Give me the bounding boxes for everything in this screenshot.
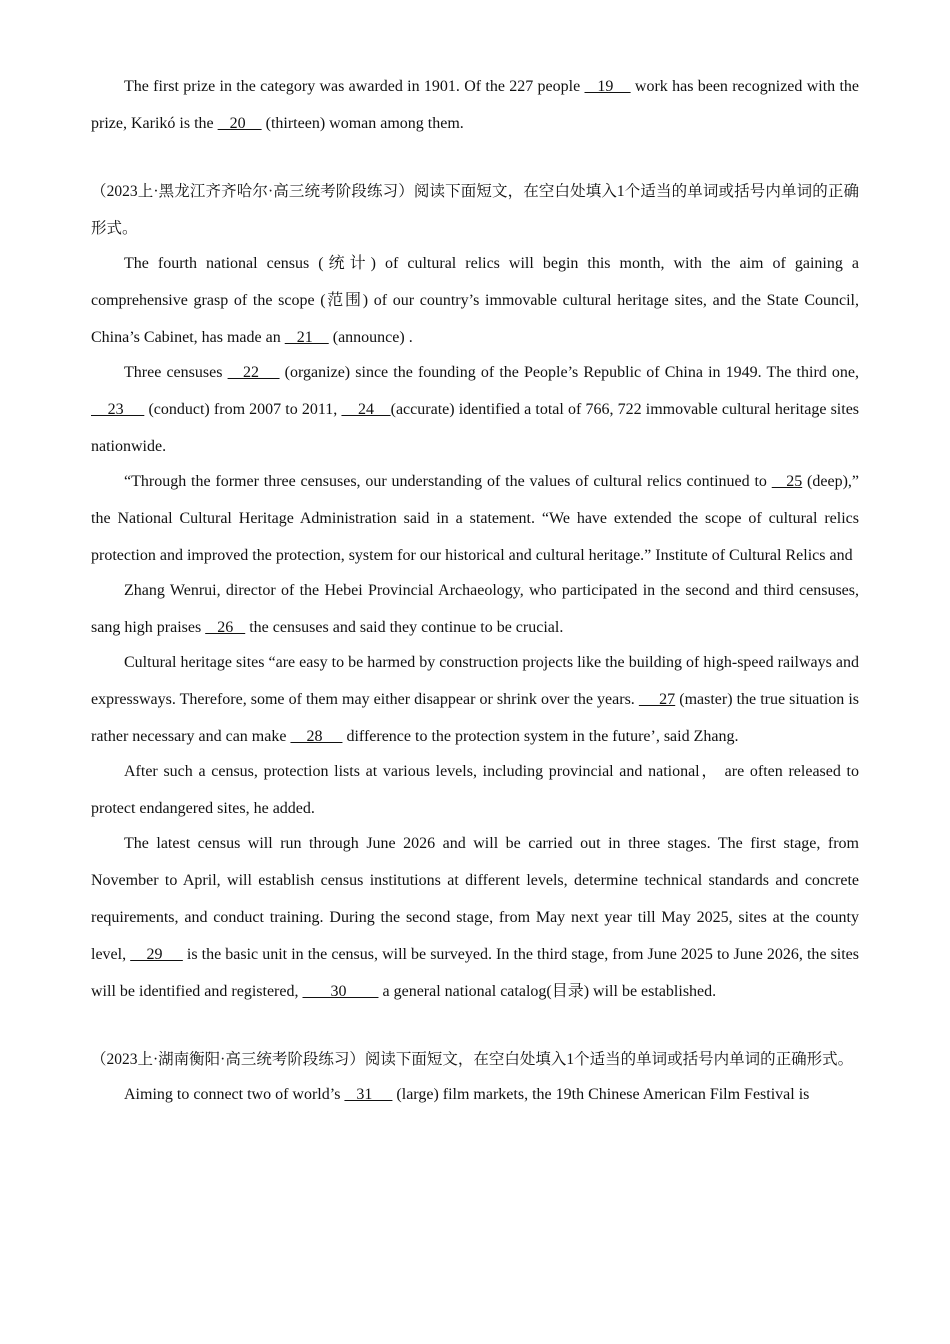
paragraph-text: the censuses and said they continue to be crucial.	[245, 619, 564, 636]
paragraph-text: (master) the true situation is rather necessary and can make	[91, 691, 860, 745]
document-page	[91, 68, 859, 1111]
paragraph-text: The latest census will run through June 2026 and will be carried out in three stages. The first stage, from November to April, will establish census institutions at different levels, determine technical standards and concrete requirements, and conduct training. During the second stage, from May next year till May 2025, sites at the county level,	[91, 835, 859, 963]
paragraph-text: The fourth national census (统计) of cultural relics will begin this month, with the aim of gaining a comprehensive grasp of the scope (范围) of our country’s immovable cultural heritage sites, and the State Council, China’s Cabinet, has made an	[91, 255, 859, 346]
paragraph-text: （2023上·湖南衡阳·高三统考阶段练习）阅读下面短文，在空白处填入1个适当的单词或括号内单词的正确形式。	[91, 1051, 854, 1068]
paragraph-text: a general national catalog(目录) will be established.	[378, 983, 717, 1000]
answer-blank: 25	[771, 473, 803, 490]
passage-paragraph	[91, 825, 859, 1010]
paragraph-text: (announce) .	[328, 329, 413, 346]
paragraph-text: Zhang Wenrui, director of the Hebei Provincial Archaeology, who participated in the second and third censuses, sang high praises	[91, 582, 859, 636]
paragraph-text: After such a census, protection lists at various levels, including provincial and national， are often released to protect endangered sites, he added.	[91, 763, 859, 817]
answer-blank: 23	[91, 401, 145, 418]
paragraph-text: (deep),” the National Cultural Heritage Administration said in a statement. “We have extended the scope of cultural relics protection and improved the protection, system for our historical and cultural heritage.” Institute of Cultural Relics and	[91, 473, 860, 564]
answer-blank: 20	[217, 115, 262, 132]
exercise-instruction	[91, 1041, 859, 1078]
passage-paragraph	[91, 354, 859, 465]
paragraph-text: (thirteen) woman among them.	[261, 115, 464, 132]
paragraph-text: (organize) since the founding of the People’s Republic of China in 1949. The third one,	[279, 364, 860, 381]
answer-blank: 22	[227, 364, 280, 381]
answer-blank: 19	[584, 78, 631, 95]
exercise-instruction	[91, 173, 859, 247]
passage-paragraph	[91, 1076, 859, 1113]
passage-paragraph	[91, 245, 859, 356]
passage-paragraph	[91, 644, 859, 755]
answer-blank: 28	[290, 728, 343, 745]
paragraph-text: Three censuses	[124, 364, 228, 381]
paragraph-text: (accurate) identified a total of 766, 722 immovable cultural heritage sites nationwide.	[91, 401, 860, 455]
passage-paragraph	[91, 753, 859, 827]
paragraph-text: is the basic unit in the census, will be surveyed. In the third stage, from June 2025 to June 2026, the sites will be identified and registered,	[91, 946, 860, 1000]
paragraph-text: difference to the protection system in the future’, said Zhang.	[342, 728, 739, 745]
paragraph-text: work has been recognized with the prize, Karikó is the	[91, 78, 859, 132]
answer-blank: 30	[302, 983, 379, 1000]
answer-blank: 31	[344, 1086, 393, 1103]
paragraph-text: The first prize in the category was awarded in 1901. Of the 227 people	[124, 78, 585, 95]
paragraph-text: (large) film markets, the 19th Chinese American Film Festival is	[392, 1086, 810, 1103]
passage-paragraph	[91, 572, 859, 646]
paragraph-text: Cultural heritage sites “are easy to be harmed by construction projects like the building of high-speed railways and expressways. Therefore, some of them may either disappear or shrink over the years.	[91, 654, 859, 708]
passage-paragraph	[91, 463, 859, 574]
passage-paragraph	[91, 68, 859, 142]
paragraph-text: “Through the former three censuses, our understanding of the values of cultural relics continued to	[124, 473, 772, 490]
paragraph-text: (conduct) from 2007 to 2011,	[144, 401, 342, 418]
paragraph-text: Aiming to connect two of world’s	[124, 1086, 345, 1103]
answer-blank: 29	[130, 946, 183, 963]
answer-blank: 24	[341, 401, 391, 418]
answer-blank: 27	[638, 691, 676, 708]
answer-blank: 26	[205, 619, 246, 636]
paragraph-text: （2023上·黑龙江齐齐哈尔·高三统考阶段练习）阅读下面短文，在空白处填入1个适当的单词或括号内单词的正确形式。	[91, 183, 859, 237]
answer-blank: 21	[284, 329, 329, 346]
